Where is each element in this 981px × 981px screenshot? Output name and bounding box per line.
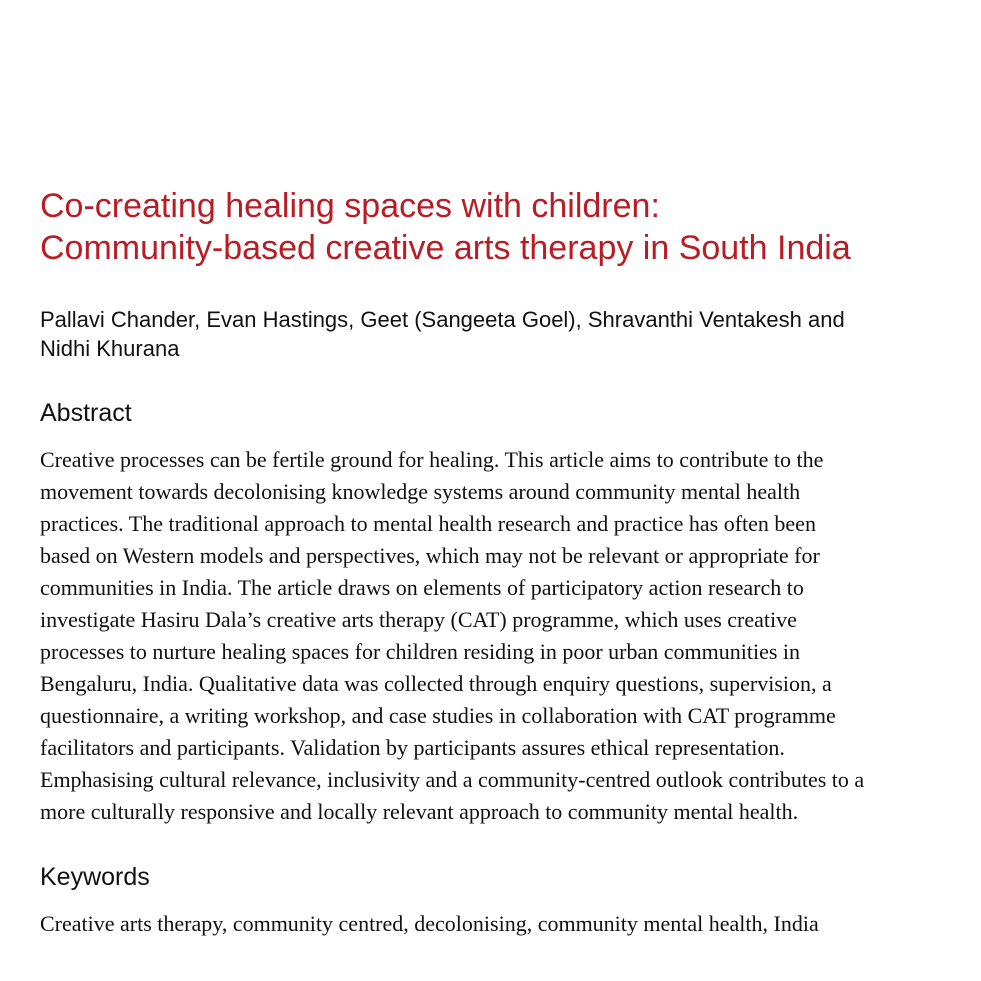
article-title-line: Community-based creative arts therapy in South India bbox=[40, 229, 851, 267]
abstract-line: practices. The traditional approach to mental health research and practice has often been bbox=[40, 511, 816, 536]
abstract-heading: Abstract bbox=[40, 399, 132, 427]
article-title bbox=[40, 185, 960, 269]
keywords-text: Creative arts therapy, community centred, decolonising, community mental health, India bbox=[40, 911, 819, 936]
abstract-line: Bengaluru, India. Qualitative data was collected through enquiry questions, supervision, a bbox=[40, 671, 832, 696]
author-list-line: Nidhi Khurana bbox=[40, 336, 180, 361]
abstract-line: movement towards decolonising knowledge systems around community mental health bbox=[40, 479, 801, 504]
abstract-line: Emphasising cultural relevance, inclusivity and a community-centred outlook contributes to a bbox=[40, 767, 865, 792]
keywords-list bbox=[40, 908, 960, 940]
author-list-line: Pallavi Chander, Evan Hastings, Geet (Sangeeta Goel), Shravanthi Ventakesh and bbox=[40, 307, 845, 332]
article-title-line: Co-creating healing spaces with children: bbox=[40, 187, 660, 225]
author-list bbox=[40, 305, 940, 363]
keywords-heading: Keywords bbox=[40, 863, 150, 891]
abstract-line: Creative processes can be fertile ground for healing. This article aims to contribute to the bbox=[40, 447, 824, 472]
abstract-line: facilitators and participants. Validation by participants assures ethical representation. bbox=[40, 735, 785, 760]
abstract-line: investigate Hasiru Dala’s creative arts therapy (CAT) programme, which uses creative bbox=[40, 607, 797, 632]
abstract-line: processes to nurture healing spaces for children residing in poor urban communities in bbox=[40, 639, 801, 664]
abstract-line: communities in India. The article draws on elements of participatory action research to bbox=[40, 575, 804, 600]
abstract-body bbox=[40, 444, 960, 828]
abstract-line: questionnaire, a writing workshop, and case studies in collaboration with CAT programme bbox=[40, 703, 836, 728]
abstract-line: based on Western models and perspectives, which may not be relevant or appropriate for bbox=[40, 543, 820, 568]
abstract-line: more culturally responsive and locally relevant approach to community mental health. bbox=[40, 799, 799, 824]
